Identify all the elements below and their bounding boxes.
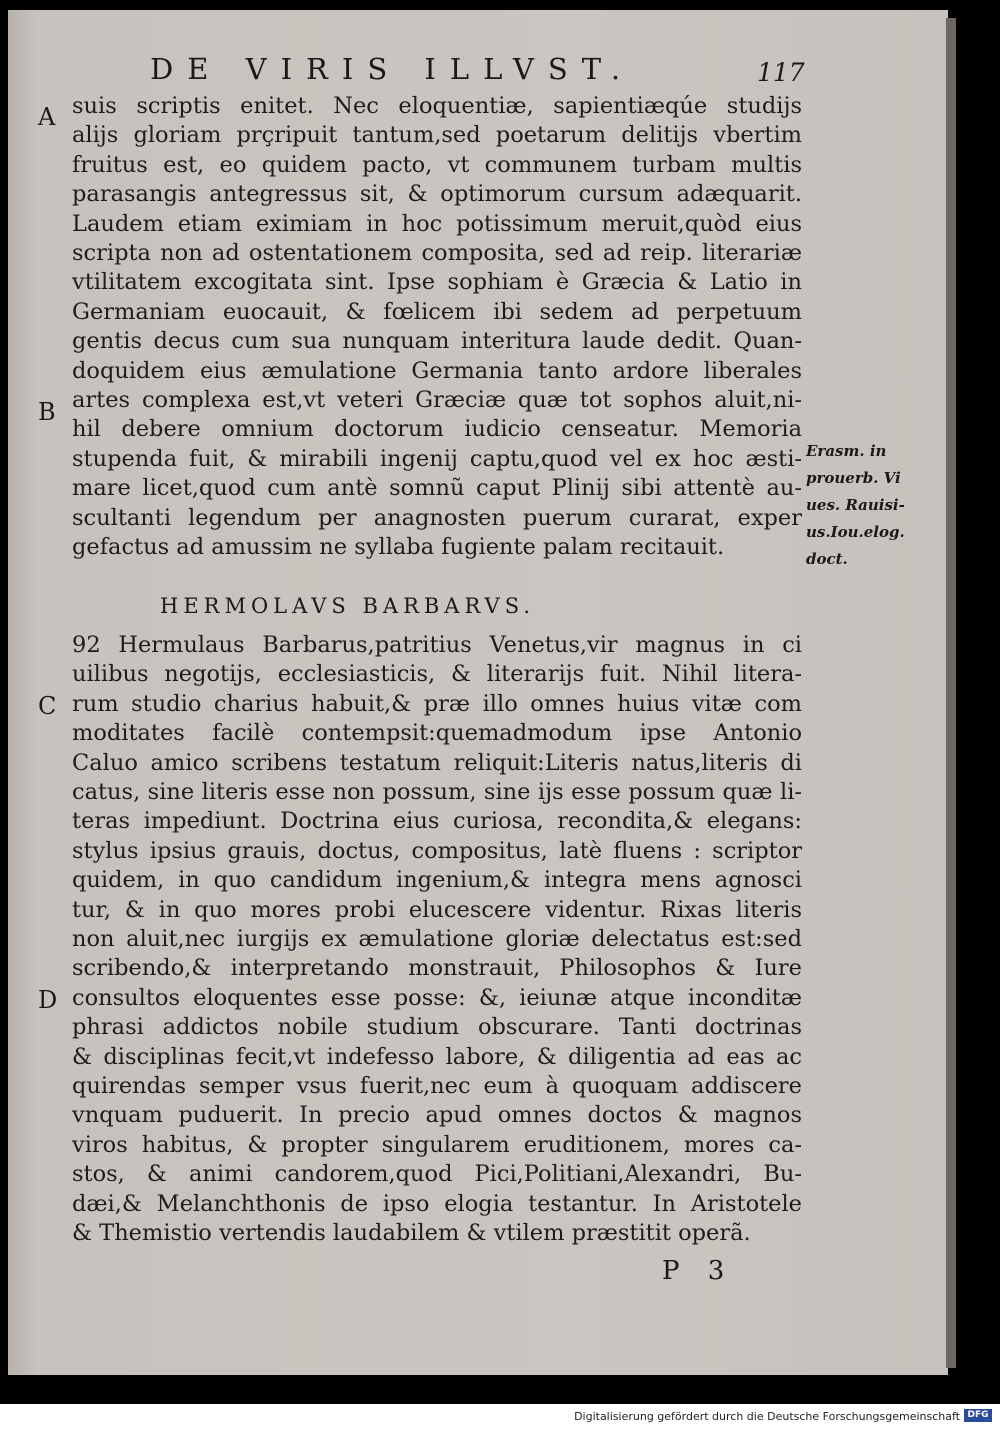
text-line: scultanti legendum per anagnosten puerum curarat, exper xyxy=(72,504,802,531)
text-line: scribendo,& interpretando monstrauit, Philosophos & Iure xyxy=(72,955,802,982)
text-line: dæi,& Melanchthonis de ipso elogia testantur. In Aristotele xyxy=(72,1190,802,1217)
text-line: vnquam puduerit. In precio apud omnes doctos & magnos xyxy=(72,1102,802,1129)
signature-mark: P 3 xyxy=(662,1256,735,1286)
text-line: uilibus negotijs, ecclesiasticis, & literarijs fuit. Nihil litera- xyxy=(72,661,802,688)
margin-note-line: us.Iou.elog. xyxy=(806,523,905,541)
text-line: quirendas semper vsus fuerit,nec eum à quoquam addiscere xyxy=(72,1073,802,1099)
text-line: viros habitus, & propter singularem eruditionem, mores ca- xyxy=(72,1131,802,1158)
text-line: stupenda fuit, & mirabili ingenij captu,quod vel ex hoc æsti- xyxy=(72,445,802,472)
text-line: moditates facilè contempsit:quemadmodum ipse Antonio xyxy=(72,720,802,747)
text-line: rum studio charius habuit,& præ illo omnes huius vitæ com xyxy=(72,690,802,717)
margin-note-line: doct. xyxy=(806,550,848,568)
text-line: Germaniam euocauit, & fœlicem ibi sedem ad perpetuum xyxy=(72,298,802,325)
section-letter-b: B xyxy=(38,398,56,426)
text-line: artes complexa est,vt veteri Græciæ quæ tot sophos aluit,ni- xyxy=(72,387,802,413)
text-line: fruitus est, eo quidem pacto, vt communem turbam multis xyxy=(72,151,802,178)
section-letter-d: D xyxy=(38,986,58,1014)
text-line: suis scriptis enitet. Nec eloquentiæ, sapientiæqúe studijs xyxy=(72,93,802,119)
text-line: tur, & in quo mores probi elucescere videntur. Rixas literis xyxy=(72,896,802,923)
text-line: consultos eloquentes esse posse: &, ieiunæ atque inconditæ xyxy=(72,984,802,1011)
page-edge xyxy=(946,18,956,1368)
text-line: parasangis antegressus sit, & optimorum cursum adæquarit. xyxy=(72,181,802,208)
running-head: DE VIRIS ILLVST. xyxy=(150,52,635,86)
footer-credit: Digitalisierung gefördert durch die Deutsche Forschungsgemeinschaft xyxy=(574,1410,960,1423)
text-line: gefactus ad amussim ne syllaba fugiente palam recitauit. xyxy=(72,534,725,560)
footer-bar xyxy=(0,1404,1000,1429)
margin-note-line: ues. Rauisi- xyxy=(806,496,905,514)
text-line: phrasi addictos nobile studium obscurare. Tanti doctrinas xyxy=(72,1014,802,1041)
dfg-logo: DFG xyxy=(964,1409,992,1422)
text-line: scripta non ad ostentationem composita, sed ad reip. literariæ xyxy=(72,240,802,266)
text-line: vtilitatem excogitata sint. Ipse sophiam è Græcia & Latio in xyxy=(72,269,802,296)
text-line: stos, & animi candorem,quod Pici,Politiani,Alexandri, Bu- xyxy=(72,1161,802,1188)
section-letter-a: A xyxy=(38,103,56,131)
text-line: teras impediunt. Doctrina eius curiosa, recondita,& elegans: xyxy=(72,808,802,835)
text-line: 92 Hermulaus Barbarus,patritius Venetus,vir magnus in ci xyxy=(72,632,802,658)
text-line: doquidem eius æmulatione Germania tanto ardore liberales xyxy=(72,357,802,384)
text-line: catus, sine literis esse non possum, sine ijs esse possum quæ li- xyxy=(72,779,802,805)
text-line: non aluit,nec iurgijs ex æmulatione gloriæ delectatus est:sed xyxy=(72,926,802,952)
section-heading: HERMOLAVS BARBARVS. xyxy=(160,594,536,618)
text-line: alijs gloriam prçripuit tantum,sed poetarum delitijs vbertim xyxy=(72,122,802,149)
text-line: mare licet,quod cum antè somnũ caput Plinij sibi attentè au- xyxy=(72,475,802,502)
text-line: & disciplinas fecit,vt indefesso labore, & diligentia ad eas ac xyxy=(72,1043,802,1070)
margin-note-line: Erasm. in xyxy=(806,442,887,460)
text-line: stylus ipsius grauis, doctus, compositus, latè fluens : scriptor xyxy=(72,837,802,864)
text-line: & Themistio vertendis laudabilem & vtilem præstitit operã. xyxy=(72,1220,751,1246)
text-line: gentis decus cum sua nunquam interitura laude dedit. Quan- xyxy=(72,328,802,355)
margin-note-line: prouerb. Vi xyxy=(806,469,901,487)
text-line: quidem, in quo candidum ingenium,& integra mens agnosci xyxy=(72,867,802,894)
page-number: 117 xyxy=(757,58,805,87)
text-line: Caluo amico scribens testatum reliquit:Literis natus,literis di xyxy=(72,749,802,776)
text-line: hil debere omnium doctorum iudicio censeatur. Memoria xyxy=(72,416,802,443)
section-letter-c: C xyxy=(38,692,57,720)
text-line: Laudem etiam eximiam in hoc potissimum meruit,quòd eius xyxy=(72,210,802,237)
